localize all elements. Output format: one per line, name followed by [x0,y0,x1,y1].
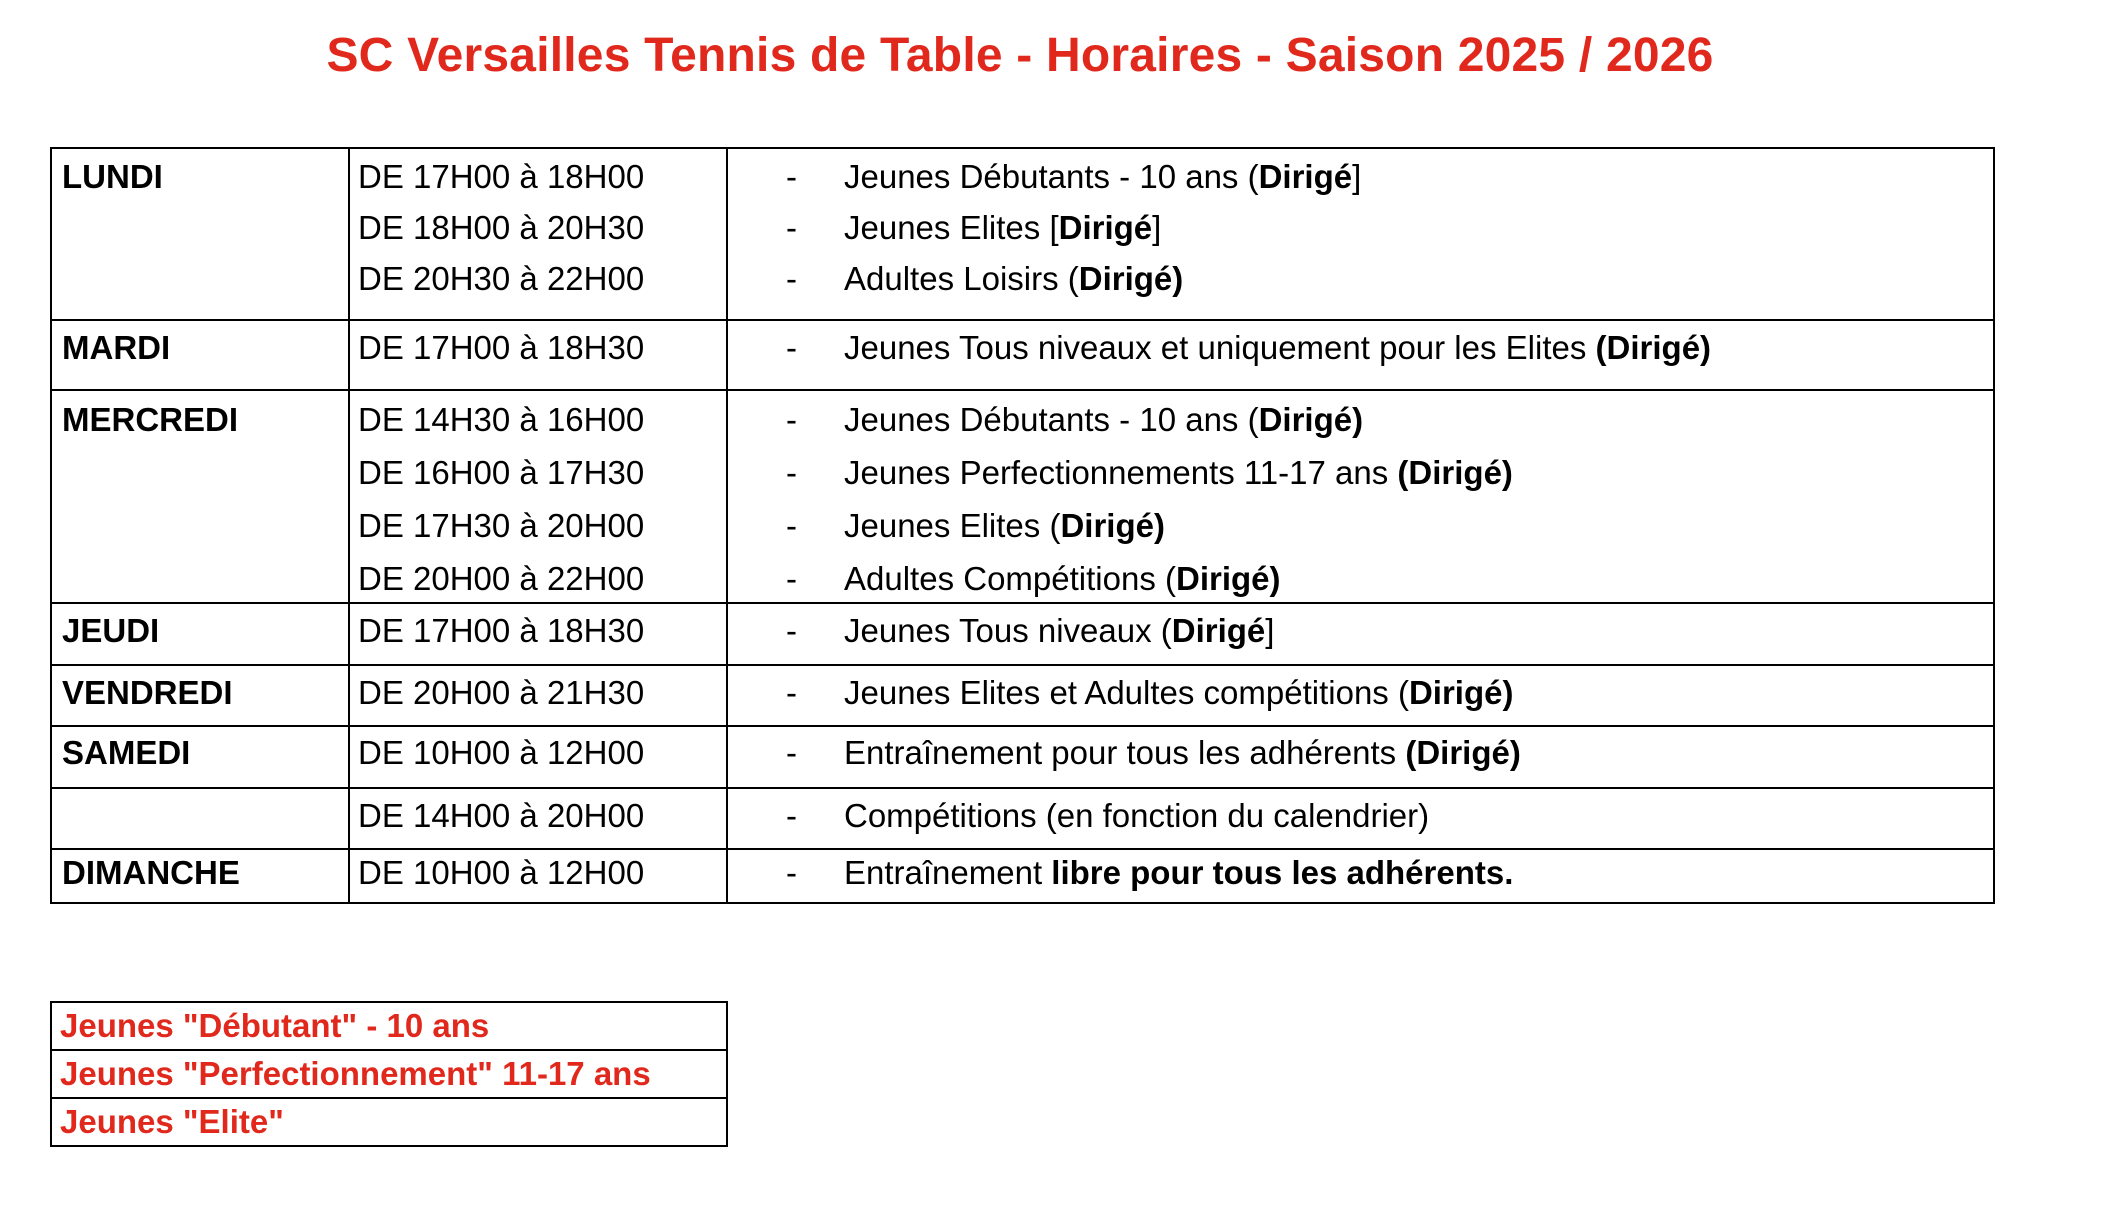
time-slot: DE 16H00 à 17H30 [358,454,645,491]
time-slot: DE 18H00 à 20H30 [358,209,645,246]
day-cell [51,320,349,390]
dash-bullet: - [786,454,797,491]
day-label: VENDREDI [62,674,233,711]
activity-suffix: ] [1152,209,1162,246]
dash-bullet: - [786,329,797,366]
time-slot: DE 14H00 à 20H00 [358,797,645,834]
activity-tag: (Dirigé) [1405,734,1521,771]
schedule-row-mardi [51,320,1994,390]
activity-line [728,614,1993,647]
activity-tag: libre pour tous les adhérents. [1051,854,1514,891]
page-title: SC Versailles Tennis de Table - Horaires - Saison 2025 / 2026 [326,29,1714,82]
activity-cell [727,320,1994,390]
dash-bullet: - [786,560,797,597]
activity-cell [727,665,1994,726]
time-slot: DE 20H30 à 22H00 [358,260,645,297]
time-cell [349,320,727,390]
activity-tag: Dirigé) [1408,674,1514,711]
dash-bullet: - [786,674,797,711]
time-slot: DE 20H00 à 21H30 [358,674,645,711]
day-cell [51,148,349,320]
activity-tag: (Dirigé) [1397,454,1513,491]
day-cell [51,726,349,788]
activity-suffix: ] [1352,158,1362,195]
activity-line [728,456,1993,509]
legend-row [51,1050,727,1098]
time-cell [349,788,727,849]
activity-label: Adultes Loisirs ( [844,260,1079,297]
activity-line [728,676,1993,709]
activity-cell [727,603,1994,665]
dash-bullet: - [786,401,797,438]
day-cell [51,849,349,903]
legend-item-elite: Jeunes "Elite" [51,1098,727,1146]
activity-line [728,736,1993,769]
time-cell [349,148,727,320]
time-slot: DE 10H00 à 12H00 [358,854,645,891]
activity-suffix: ] [1265,612,1275,649]
time-slot: DE 17H00 à 18H30 [358,329,645,366]
activity-label: Compétitions (en fonction du calendrier) [844,797,1430,834]
dash-bullet: - [786,797,797,834]
activity-tag: Dirigé [1058,209,1153,246]
schedule-row-mercredi [51,390,1994,603]
dash-bullet: - [786,507,797,544]
activity-tag: Dirigé) [1258,401,1364,438]
dash-bullet: - [786,854,797,891]
time-slot: DE 17H30 à 20H00 [358,507,645,544]
time-slot: DE 10H00 à 12H00 [358,734,645,771]
time-cell [349,603,727,665]
activity-label: Adultes Compétitions ( [844,560,1176,597]
dash-bullet: - [786,209,797,246]
time-slot: DE 14H30 à 16H00 [358,401,645,438]
activity-tag: Dirigé [1171,612,1266,649]
day-label: DIMANCHE [62,854,240,891]
time-cell [349,390,727,603]
dash-bullet: - [786,734,797,771]
category-legend [50,1001,728,1147]
day-cell [51,390,349,603]
activity-line [728,509,1993,562]
time-cell [349,726,727,788]
schedule-row-samedi-pm [51,788,1994,849]
day-cell [51,788,349,849]
activity-line [728,403,1993,456]
schedule-row-lundi [51,148,1994,320]
time-slot: DE 20H00 à 22H00 [358,560,645,597]
activity-label: Entraînement [844,854,1052,891]
legend-item-debutant: Jeunes "Débutant" - 10 ans [51,1002,727,1050]
day-label: LUNDI [62,158,163,195]
time-cell [349,849,727,903]
day-cell [51,665,349,726]
activity-cell [727,148,1994,320]
day-label: JEUDI [62,612,160,649]
activity-tag: Dirigé [1258,158,1353,195]
activity-cell [727,849,1994,903]
schedule-row-vendredi [51,665,1994,726]
dash-bullet: - [786,158,797,195]
schedule-row-samedi [51,726,1994,788]
activity-tag: Dirigé) [1060,507,1165,544]
activity-cell [727,788,1994,849]
activity-tag: Dirigé) [1175,560,1281,597]
schedule-row-jeudi [51,603,1994,665]
time-slot: DE 17H00 à 18H00 [358,158,645,195]
dash-bullet: - [786,260,797,297]
day-label: SAMEDI [62,734,191,771]
time-slot: DE 17H00 à 18H30 [358,612,645,649]
legend-row [51,1098,727,1146]
activity-label: Jeunes Tous niveaux ( [844,612,1172,649]
activity-label: Entraînement pour tous les adhérents [844,734,1406,771]
activity-tag: (Dirigé) [1595,329,1712,366]
activity-line [728,262,1993,313]
activity-line [728,856,1993,889]
activity-label: Jeunes Elites ( [844,507,1061,544]
activity-line [728,211,1993,262]
legend-item-perfectionnement: Jeunes "Perfectionnement" 11-17 ans [51,1050,727,1098]
activity-label: Jeunes Tous niveaux et uniquement pour les Elites [844,329,1596,366]
schedule-row-dimanche [51,849,1994,903]
legend-row [51,1002,727,1050]
activity-label: Jeunes Perfectionnements 11-17 ans [844,454,1398,491]
activity-tag: Dirigé) [1078,260,1184,297]
dash-bullet: - [786,612,797,649]
activity-cell [727,390,1994,603]
activity-line [728,331,1993,364]
activity-label: Jeunes Débutants - 10 ans ( [844,158,1259,195]
day-cell [51,603,349,665]
activity-cell [727,726,1994,788]
activity-line [728,799,1993,832]
time-cell [349,665,727,726]
activity-line [728,562,1993,602]
day-label: MERCREDI [62,401,239,438]
activity-label: Jeunes Elites et Adultes compétitions ( [844,674,1409,711]
activity-line [728,160,1993,211]
day-label: MARDI [62,329,171,366]
activity-label: Jeunes Débutants - 10 ans ( [844,401,1259,438]
schedule-table [50,147,1995,904]
activity-label: Jeunes Elites [ [844,209,1059,246]
